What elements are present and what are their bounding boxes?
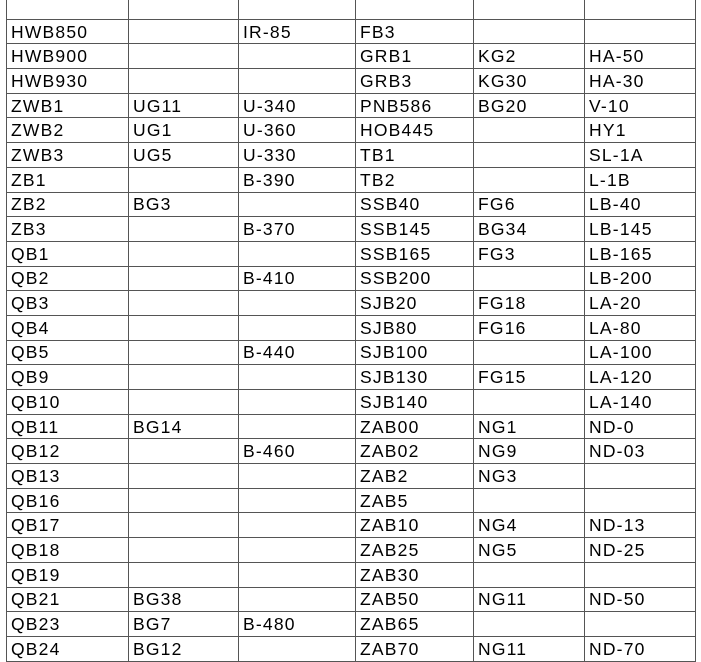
table-cell <box>474 266 585 291</box>
table-cell <box>356 0 474 19</box>
table-cell <box>129 538 239 563</box>
table-cell: QB16 <box>7 488 129 513</box>
table-cell <box>129 488 239 513</box>
table-cell <box>239 538 356 563</box>
table-row <box>7 241 696 266</box>
table-cell: ND-03 <box>585 439 696 464</box>
table-cell: SSB40 <box>356 192 474 217</box>
table-cell: B-440 <box>239 340 356 365</box>
table-cell: SJB130 <box>356 365 474 390</box>
table-cell: ZAB65 <box>356 612 474 637</box>
table-cell: SJB140 <box>356 390 474 415</box>
table-cell <box>129 167 239 192</box>
table-cell: ZAB5 <box>356 488 474 513</box>
table-cell: SSB165 <box>356 241 474 266</box>
table-row <box>7 439 696 464</box>
table-cell: U-330 <box>239 143 356 168</box>
table-body <box>7 0 696 661</box>
table-cell <box>129 340 239 365</box>
table-cell <box>474 118 585 143</box>
table-row <box>7 266 696 291</box>
table-cell <box>129 266 239 291</box>
table-cell: SJB100 <box>356 340 474 365</box>
table-cell <box>585 488 696 513</box>
table-row <box>7 464 696 489</box>
table-row <box>7 340 696 365</box>
table-cell <box>474 390 585 415</box>
table-cell: B-480 <box>239 612 356 637</box>
table-cell <box>585 612 696 637</box>
table-cell: FG16 <box>474 315 585 340</box>
table-cell: U-360 <box>239 118 356 143</box>
table-cell: SSB145 <box>356 217 474 242</box>
table-cell: LB-40 <box>585 192 696 217</box>
table-cell: FB3 <box>356 19 474 44</box>
table-cell <box>129 562 239 587</box>
table-cell: LB-145 <box>585 217 696 242</box>
table-row <box>7 390 696 415</box>
table-cell: GRB3 <box>356 69 474 94</box>
table-cell: B-390 <box>239 167 356 192</box>
table-cell: SJB80 <box>356 315 474 340</box>
table-cell: B-410 <box>239 266 356 291</box>
table-cell <box>239 192 356 217</box>
table-cell: FG6 <box>474 192 585 217</box>
table-row <box>7 636 696 661</box>
table-cell: ZAB25 <box>356 538 474 563</box>
table-cell: SSB200 <box>356 266 474 291</box>
table-row <box>7 19 696 44</box>
table-row <box>7 414 696 439</box>
table-cell <box>129 217 239 242</box>
table-cell <box>129 291 239 316</box>
table-row <box>7 167 696 192</box>
table-cell: SL-1A <box>585 143 696 168</box>
table-cell: B-370 <box>239 217 356 242</box>
table-row <box>7 93 696 118</box>
table-cell: QB18 <box>7 538 129 563</box>
table-cell: ZB2 <box>7 192 129 217</box>
table-row <box>7 562 696 587</box>
table-cell <box>474 612 585 637</box>
table-cell: NG4 <box>474 513 585 538</box>
table-row <box>7 118 696 143</box>
table-row <box>7 143 696 168</box>
table-cell: ND-50 <box>585 587 696 612</box>
table-cell: L-1B <box>585 167 696 192</box>
table-cell: UG1 <box>129 118 239 143</box>
table-cell <box>129 44 239 69</box>
table-cell: LA-100 <box>585 340 696 365</box>
table-cell: ND-70 <box>585 636 696 661</box>
table-cell: ZB1 <box>7 167 129 192</box>
table-cell <box>239 241 356 266</box>
table-cell: ZAB70 <box>356 636 474 661</box>
table-cell: NG1 <box>474 414 585 439</box>
table-cell: ZAB10 <box>356 513 474 538</box>
table-cell: HWB900 <box>7 44 129 69</box>
table-row <box>7 513 696 538</box>
table-row <box>7 217 696 242</box>
table-cell: HA-50 <box>585 44 696 69</box>
table-row <box>7 587 696 612</box>
table-cell <box>129 513 239 538</box>
table-cell: QB24 <box>7 636 129 661</box>
table-cell <box>129 241 239 266</box>
table-row <box>7 538 696 563</box>
table-cell: LA-80 <box>585 315 696 340</box>
table-cell <box>239 562 356 587</box>
table-cell <box>239 44 356 69</box>
table-cell <box>474 340 585 365</box>
table-cell: LA-20 <box>585 291 696 316</box>
table-cell: BG14 <box>129 414 239 439</box>
table-cell <box>239 291 356 316</box>
table-cell: LB-200 <box>585 266 696 291</box>
table-cell: ZWB1 <box>7 93 129 118</box>
table-cell <box>239 464 356 489</box>
table-cell <box>239 488 356 513</box>
table-cell <box>129 69 239 94</box>
table-cell: ND-0 <box>585 414 696 439</box>
table-cell: UG5 <box>129 143 239 168</box>
table-cell: KG30 <box>474 69 585 94</box>
table-row <box>7 69 696 94</box>
table-cell: QB3 <box>7 291 129 316</box>
table-cell: GRB1 <box>356 44 474 69</box>
table-cell <box>239 365 356 390</box>
table-cell: QB19 <box>7 562 129 587</box>
table-cell: QB4 <box>7 315 129 340</box>
table-cell: U-340 <box>239 93 356 118</box>
table-cell <box>239 390 356 415</box>
table-cell: FG3 <box>474 241 585 266</box>
table-row <box>7 365 696 390</box>
table-cell <box>129 0 239 19</box>
table-cell: ZAB2 <box>356 464 474 489</box>
table-cell: FG18 <box>474 291 585 316</box>
table-cell: ZAB50 <box>356 587 474 612</box>
table-cell <box>474 488 585 513</box>
table-cell: KG2 <box>474 44 585 69</box>
table-cell: QB17 <box>7 513 129 538</box>
table-cell <box>585 464 696 489</box>
table-cell: HWB930 <box>7 69 129 94</box>
table-cell <box>239 414 356 439</box>
table-cell <box>585 562 696 587</box>
table-cell <box>474 167 585 192</box>
table-cell: BG12 <box>129 636 239 661</box>
table-cell: QB23 <box>7 612 129 637</box>
table-cell <box>239 0 356 19</box>
table-cell: QB10 <box>7 390 129 415</box>
table-cell: ND-13 <box>585 513 696 538</box>
table-cell <box>585 19 696 44</box>
table-row <box>7 315 696 340</box>
table-cell: ZWB2 <box>7 118 129 143</box>
table-cell: PNB586 <box>356 93 474 118</box>
table-cell <box>239 69 356 94</box>
table-cell: ZB3 <box>7 217 129 242</box>
table-cell: BG34 <box>474 217 585 242</box>
table-cell: TB1 <box>356 143 474 168</box>
table-cell <box>129 19 239 44</box>
table-row <box>7 0 696 19</box>
table-cell: ZWB3 <box>7 143 129 168</box>
table-cell <box>129 390 239 415</box>
table-row <box>7 488 696 513</box>
table-cell: TB2 <box>356 167 474 192</box>
table-cell: NG5 <box>474 538 585 563</box>
table-cell: SJB20 <box>356 291 474 316</box>
table-cell: V-10 <box>585 93 696 118</box>
table-cell: BG38 <box>129 587 239 612</box>
table-row <box>7 44 696 69</box>
table-cell: ZAB02 <box>356 439 474 464</box>
table-cell: BG7 <box>129 612 239 637</box>
table-cell: UG11 <box>129 93 239 118</box>
table-cell: HA-30 <box>585 69 696 94</box>
table-cell: QB11 <box>7 414 129 439</box>
table-cell <box>239 513 356 538</box>
table-cell <box>474 19 585 44</box>
table-row <box>7 192 696 217</box>
table-cell <box>239 587 356 612</box>
table-cell: NG11 <box>474 587 585 612</box>
table-cell: BG3 <box>129 192 239 217</box>
table-cell: HY1 <box>585 118 696 143</box>
table-cell: QB2 <box>7 266 129 291</box>
table-cell <box>474 143 585 168</box>
table-cell <box>129 464 239 489</box>
table-cell: QB9 <box>7 365 129 390</box>
table-cell: B-460 <box>239 439 356 464</box>
table-cell: QB5 <box>7 340 129 365</box>
table-cell: NG3 <box>474 464 585 489</box>
table-cell: QB12 <box>7 439 129 464</box>
table-cell <box>129 365 239 390</box>
table-cell <box>239 315 356 340</box>
table-cell: NG11 <box>474 636 585 661</box>
table-cell <box>585 0 696 19</box>
table-cell: FG15 <box>474 365 585 390</box>
table-cell: LA-120 <box>585 365 696 390</box>
table-cell <box>239 636 356 661</box>
table-cell: IR-85 <box>239 19 356 44</box>
table-cell: HWB850 <box>7 19 129 44</box>
table-cell: LA-140 <box>585 390 696 415</box>
table-cell <box>129 439 239 464</box>
table-cell <box>474 562 585 587</box>
table-cell: BG20 <box>474 93 585 118</box>
table-cell: NG9 <box>474 439 585 464</box>
table-row <box>7 291 696 316</box>
table-cell: ND-25 <box>585 538 696 563</box>
table-cell <box>7 0 129 19</box>
table-row <box>7 612 696 637</box>
table-cell: ZAB30 <box>356 562 474 587</box>
table-cell: QB13 <box>7 464 129 489</box>
table-cell <box>129 315 239 340</box>
equivalence-table <box>6 0 696 662</box>
table-cell: LB-165 <box>585 241 696 266</box>
table-cell: QB21 <box>7 587 129 612</box>
table-cell: QB1 <box>7 241 129 266</box>
table-cell <box>474 0 585 19</box>
table-cell: ZAB00 <box>356 414 474 439</box>
table-cell: HOB445 <box>356 118 474 143</box>
